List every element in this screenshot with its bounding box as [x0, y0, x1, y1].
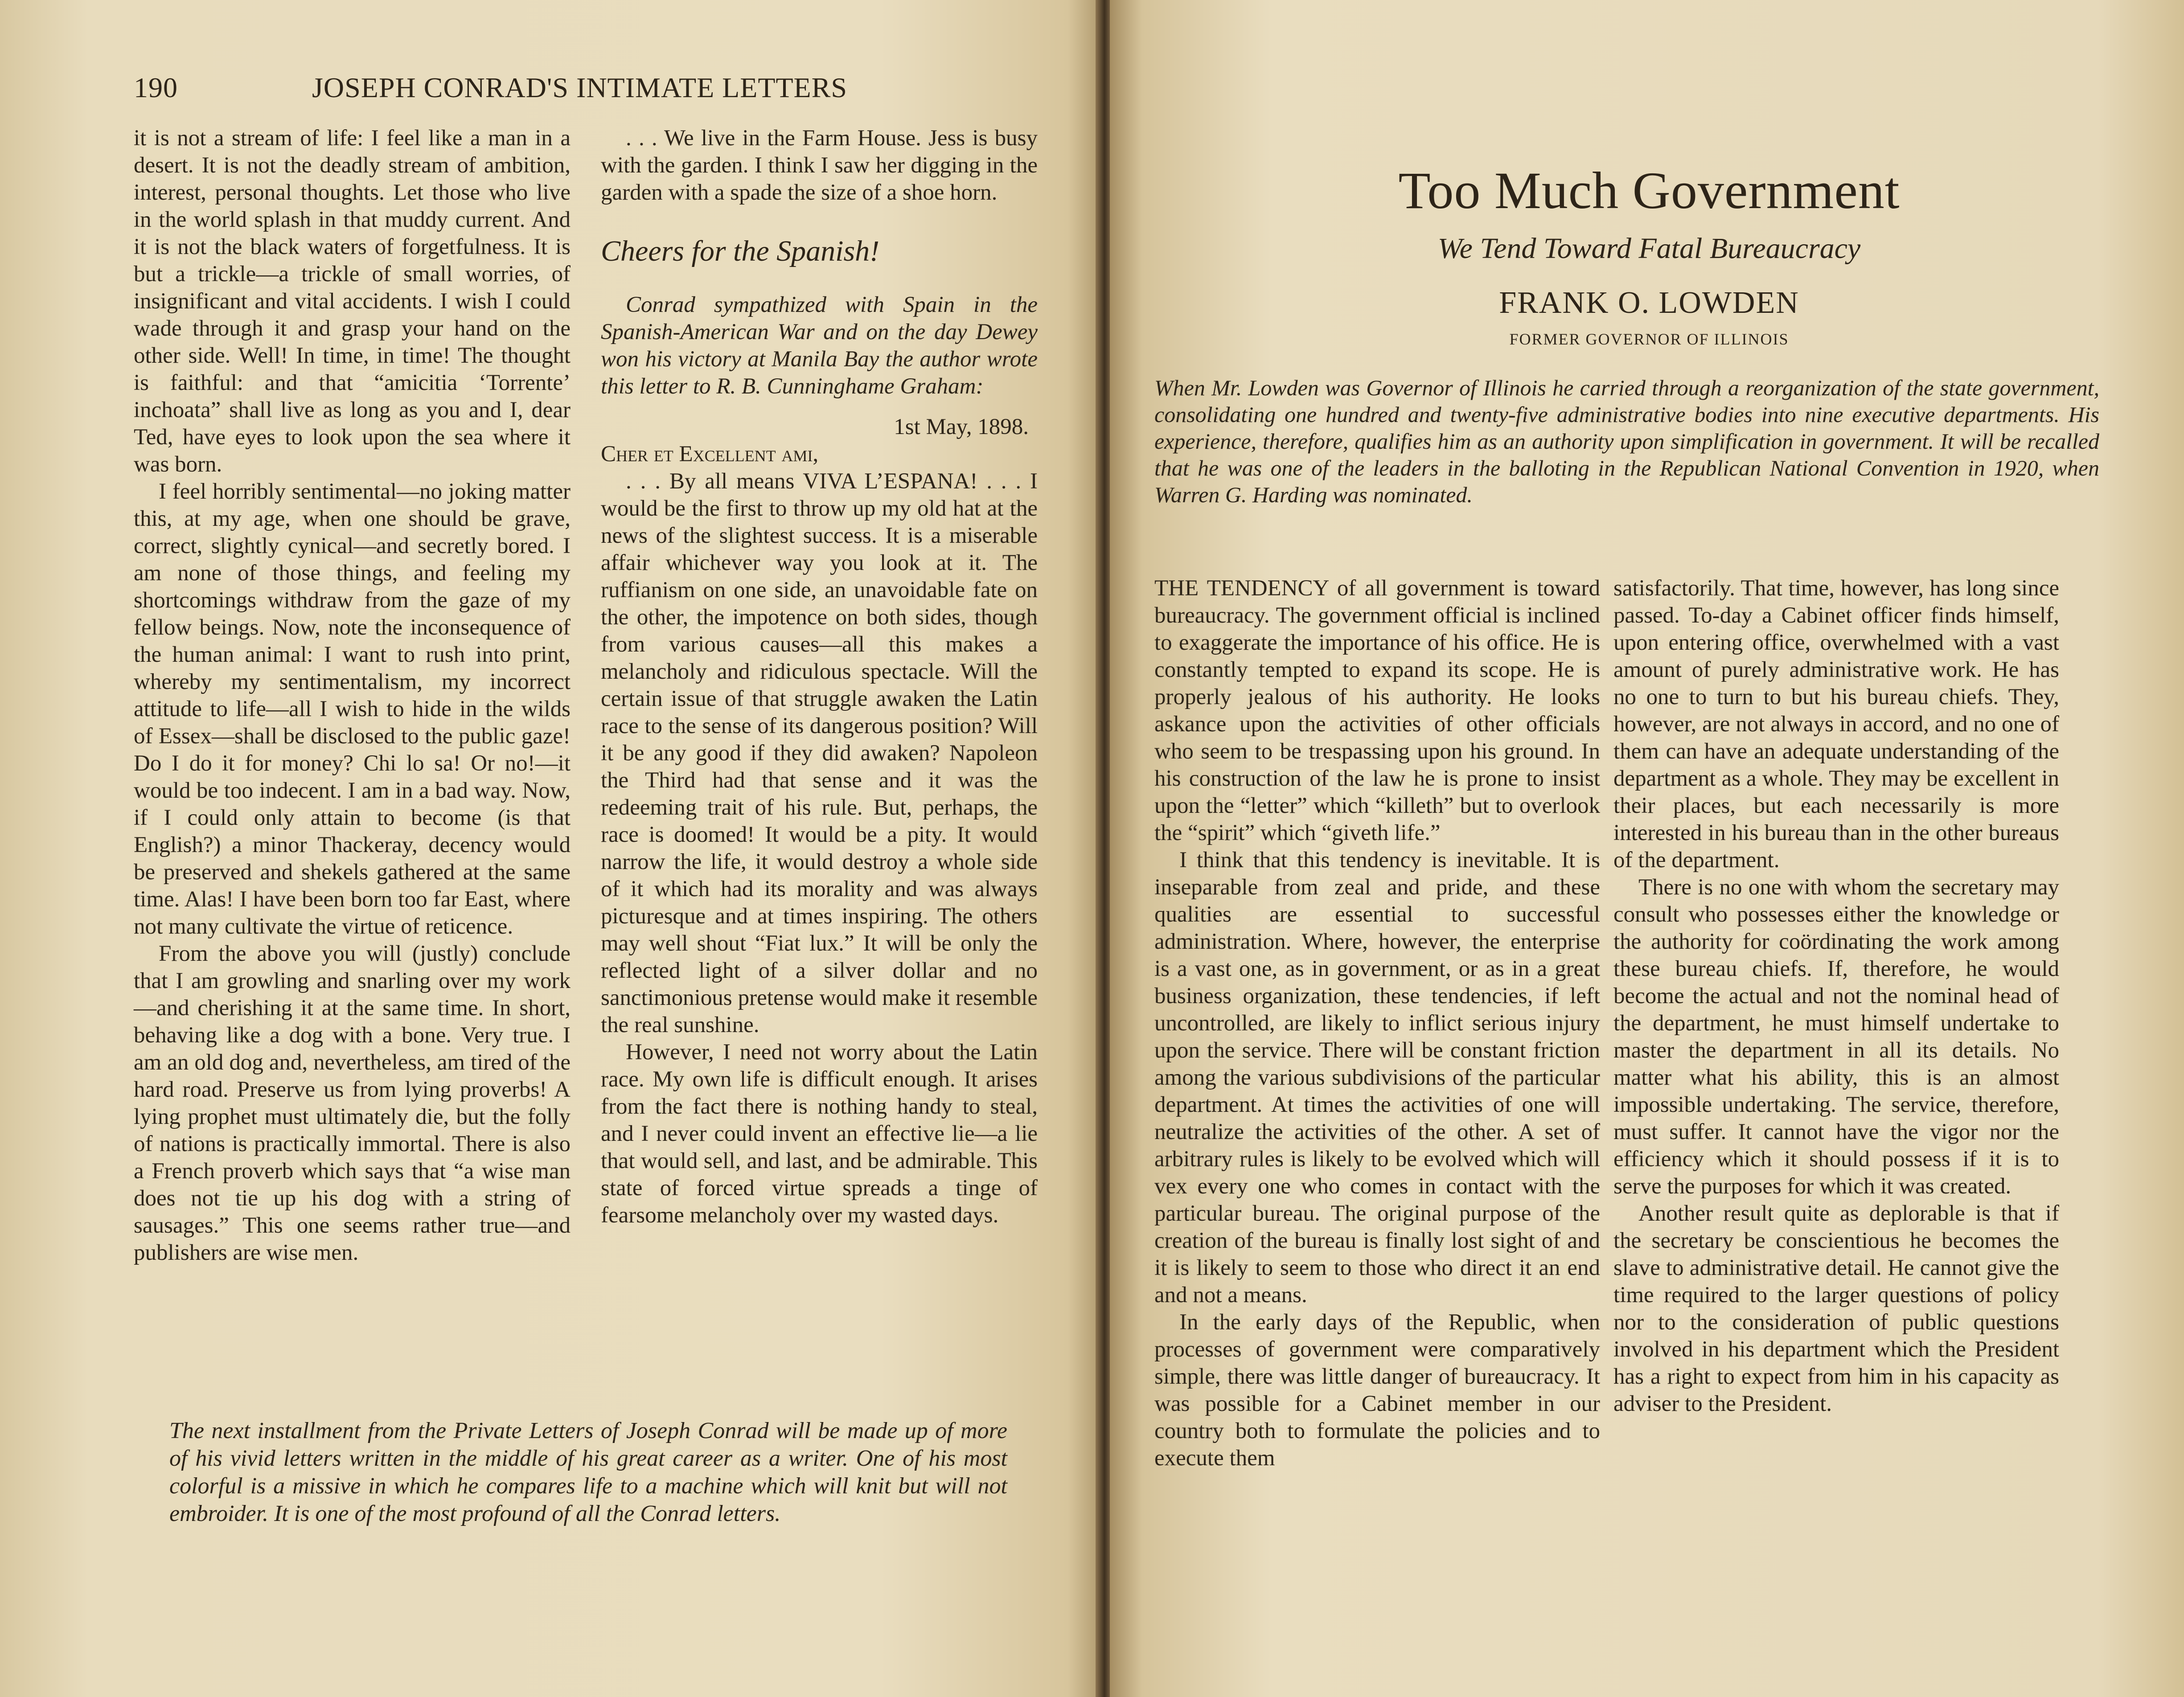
right-page	[1110, 0, 2184, 1697]
paragraph: In the early days of the Republic, when processes of government were comparatively simple, there was little danger of bureaucracy. It was possible for a Cabinet member in our country both to formulate the policies and to execute them	[1154, 1310, 1600, 1471]
lead-in: THE TENDENCY	[1154, 576, 1329, 601]
running-head: JOSEPH CONRAD'S INTIMATE LETTERS	[312, 72, 847, 103]
paragraph: it is not a stream of life: I feel like a man in a desert. It is not the deadly stream of ambition, interest, personal thoughts. Let those who live in the world splash in that muddy current. And it is not the black waters of forgetfulness. It is but a trickle—a trickle of small worries, of insignificant and vital accidents. I wish I could wade through it and grasp your hand on the other side. Well! In time, in time! The thought is faithful: and that “amicitia ‘Torrente’ inchoata” shall live as long as you and I, dear Ted, have eyes to look upon the sea where it was born.	[134, 126, 571, 477]
article-intro: When Mr. Lowden was Governor of Illinois he carried through a reorganization of the state government, consolidating one hundred and twenty-five administrative bodies into nine executive departments. His experience, therefore, qualifies him as an authority upon simplification in government. It will be recalled that he was one of the leaders in the balloting in the Republican National Convention in 1920, when Warren G. Harding was nominated.	[1154, 375, 2099, 507]
author-name: FRANK O. LOWDEN	[1499, 286, 1799, 320]
paragraph: satisfactorily. That time, however, has long since passed. To-day a Cabinet officer finds himself, upon entering office, overwhelmed with a vast amount of purely administrative work. He has no one to turn to but his bureau chiefs. They, however, are not always in accord, and no one of them can have an adequate understanding of the department as a whole. They may be excellent in their places, but each necessarily is more interested in his bureau than in the other bureaus of the department.	[1613, 576, 2059, 873]
paragraph: of all government is toward bureaucracy. The government official is inclined to exaggerate the importance of his office. He is constantly tempted to expand its scope. He is properly jealous of his authority. He looks askance upon the activities of other officials who seem to be trespassing upon his ground. In his construction of the law he is prone to insist upon the “letter” which “killeth” but to overlook the “spirit” which “giveth life.”	[1154, 576, 1600, 845]
right-column-1	[1154, 575, 1600, 1472]
section-intro: Conrad sympathized with Spain in the Spanish-American War and on the day Dewey won his victory at Manila Bay the author wrote this letter to R. B. Cunninghame Graham:	[601, 292, 1038, 399]
left-column-1	[134, 125, 571, 1267]
paragraph: There is no one with whom the secretary may consult who possesses either the knowledge or the authority for coördinating the work among these bureau chiefs. If, therefore, he would become the actual and not the nominal head of the department, he must himself undertake to master the department in all its details. No matter what his ability, this is an almost impossible undertaking. The service, therefore, must suffer. It cannot have the vigor nor the efficiency which it should possess if it is to serve the purposes for which it was created.	[1613, 875, 2059, 1199]
section-heading: Cheers for the Spanish!	[601, 235, 880, 267]
footnote: The next installment from the Private Letters of Joseph Conrad will be made up of more of his vivid letters written in the middle of his great career as a writer. One of his most colorful is a missive in which he compares life to a machine which will knit but will not embroider. It is one of the most profound of all the Conrad letters.	[169, 1418, 1007, 1526]
paragraph: . . . We live in the Farm House. Jess is busy with the garden. I think I saw her digging in the garden with a spade the size of a shoe horn.	[601, 126, 1038, 205]
article-title: Too Much Government	[1398, 161, 1900, 220]
paragraph: Another result quite as deplorable is that if the secretary be conscientious he becomes the slave to administrative detail. He cannot give the time required to the larger questions of policy nor to the consideration of public questions involved in his department which the President has a right to expect from him in his capacity as adviser to the President.	[1613, 1201, 2059, 1416]
right-column-2	[1613, 575, 2059, 1418]
paragraph: However, I need not worry about the Latin race. My own life is difficult enough. It arises from the fact there is nothing handy to steal, and I never could invent an effective lie—a lie that would sell, and last, and be admirable. This state of forced virtue spreads a tinge of fearsome melancholy over my wasted days.	[601, 1040, 1038, 1228]
paragraph: From the above you will (justly) conclude that I am growling and snarling over my work—and cherishing it at the same time. In short, behaving like a dog with a bone. Very true. I am an old dog and, nevertheless, am tired of the hard road. Preserve us from lying proverbs! A lying prophet must ultimately die, but the folly of nations is practically immortal. There is also a French proverb which says that “a wise man does not tie up his dog with a string of sausages.” This one seems rather true—and publishers are wise men.	[134, 941, 571, 1265]
letter-date: 1st May, 1898.	[894, 414, 1029, 439]
paragraph: I think that this tendency is inevitable. It is inseparable from zeal and pride, and these qualities are essential to successful administration. Where, however, the enterprise is a vast one, as in government, or as in a great business organization, these tendencies, if left uncontrolled, are likely to inflict serious injury upon the service. There will be constant friction among the various subdivisions of the particular department. At times the activities of one will neutralize the activities of the other. A set of arbitrary rules is likely to be evolved which will vex every one who comes in contact with the particular bureau. The original purpose of the creation of the bureau is finally lost sight of and it is likely to seem to those who direct it an end and not a means.	[1154, 848, 1600, 1308]
salutation: Cher et Excellent ami,	[601, 442, 819, 467]
left-column-2	[601, 125, 1038, 1229]
page-number: 190	[134, 72, 178, 103]
paragraph: . . . By all means VIVA L’ESPANA! . . . I would be the first to throw up my old hat at the news of the slightest success. It is a miserable affair whichever way you look at it. The ruffianism on one side, an unavoidable fate on the other, the impotence on both sides, though from various causes—all this makes a melancholy and ridiculous spectacle. Will the certain issue of that struggle awaken the Latin race to the sense of its dangerous position? Will it be any good if they did awaken? Napoleon the Third had that sense and it was the redeeming trait of his rule. But, perhaps, the race is doomed! It would be a pity. It would narrow the life, it would destroy a whole side of it which had its morality and was always picturesque and at times inspiring. The others may well shout “Fiat lux.” It will be only the reflected light of a silver dollar and no sanctimonious pretense would make it resemble the real sunshine.	[601, 469, 1038, 1037]
author-role: FORMER GOVERNOR OF ILLINOIS	[1509, 330, 1789, 348]
paragraph: I feel horribly sentimental—no joking matter this, at my age, when one should be grave, correct, slightly cynical—and secretly bored. I am none of those things, and feeling my shortcomings withdraw from the gaze of my fellow beings. Now, note the inconsequence of the human animal: I want to rush into print, whereby my sentimentalism, my incorrect attitude to life—all I wish to hide in the wilds of Essex—shall be disclosed to the public gaze! Do I do it for money? Chi lo sa! Or no!—it would be too indecent. I am in a bad way. Now, if I could only attain to become (is that English?) a minor Thackeray, decency would be preserved and shekels gathered at the same time. Alas! I have been born too far East, where not many cultivate the virtue of reticence.	[134, 479, 571, 939]
article-subtitle: We Tend Toward Fatal Bureaucracy	[1437, 232, 1861, 265]
